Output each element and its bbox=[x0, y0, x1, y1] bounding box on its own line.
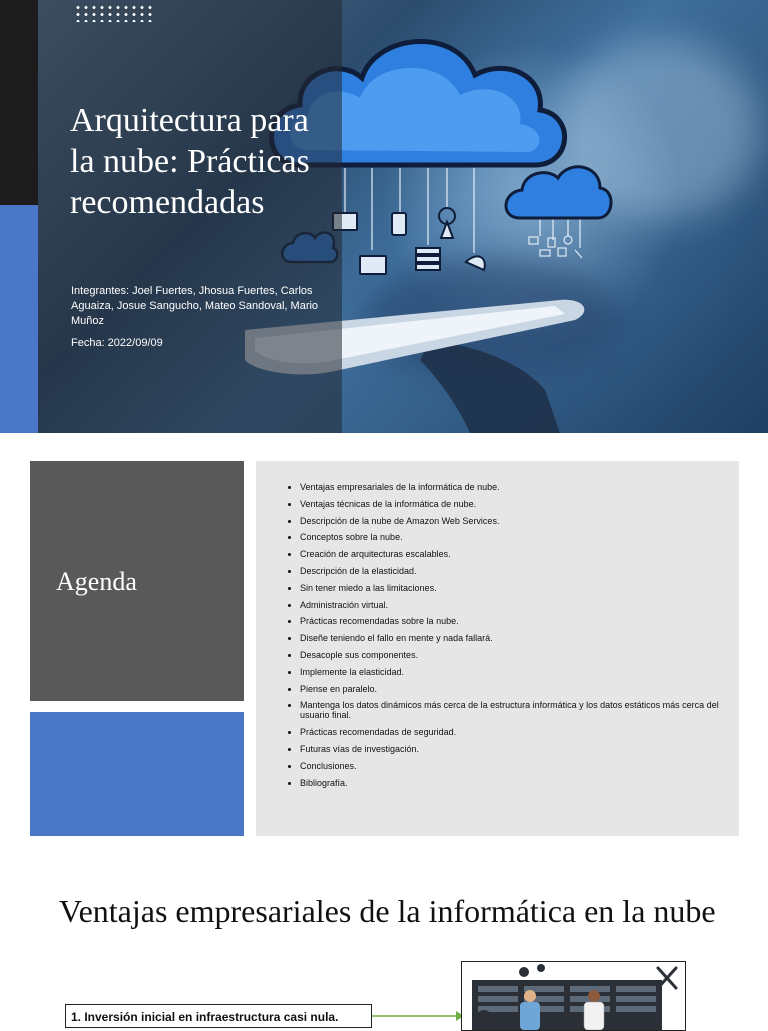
datacenter-illustration bbox=[461, 961, 686, 1031]
phone-icon bbox=[392, 213, 406, 235]
agenda-item: • Prácticas recomendadas de seguridad. bbox=[300, 727, 719, 737]
antenna-icon bbox=[439, 208, 455, 238]
agenda-list bbox=[256, 461, 739, 788]
agenda-item: • Sin tener miedo a las limitaciones. bbox=[300, 583, 719, 593]
arrow-connector bbox=[372, 1009, 464, 1023]
agenda-accent-block bbox=[30, 712, 244, 836]
agenda-slide bbox=[0, 433, 768, 863]
server-icon bbox=[416, 248, 440, 270]
agenda-item: • Prácticas recomendadas sobre la nube. bbox=[300, 616, 719, 626]
date-text: Fecha: 2022/09/09 bbox=[71, 337, 163, 349]
agenda-item: • Administración virtual. bbox=[300, 600, 719, 610]
agenda-item: • Bibliografía. bbox=[300, 778, 719, 788]
dot-pattern bbox=[74, 4, 152, 22]
advantages-slide bbox=[0, 863, 768, 1024]
accent-bar-blue bbox=[0, 205, 38, 433]
advantage-point-text: 1. Inversión inicial en infraestructura casi nula. bbox=[71, 1010, 339, 1024]
agenda-item: • Creación de arquitecturas escalables. bbox=[300, 549, 719, 559]
agenda-item: • Descripción de la elasticidad. bbox=[300, 566, 719, 576]
cloud-icon bbox=[506, 167, 611, 218]
advantages-title: Ventajas empresariales de la informática en la nube bbox=[59, 893, 716, 929]
agenda-item: • Diseñe teniendo el fallo en mente y nada fallará. bbox=[300, 633, 719, 643]
wrench-icon bbox=[658, 968, 676, 988]
agenda-item: • Descripción de la nube de Amazon Web Services. bbox=[300, 516, 719, 526]
server-rack-icon bbox=[472, 980, 662, 1030]
accent-bar-black bbox=[0, 0, 38, 205]
satellite-dish-icon bbox=[466, 256, 485, 270]
agenda-heading: Agenda bbox=[56, 567, 137, 596]
laptop-icon bbox=[360, 256, 386, 274]
gear-icon bbox=[519, 964, 545, 977]
agenda-item: • Conclusiones. bbox=[300, 761, 719, 771]
agenda-item: • Implemente la elasticidad. bbox=[300, 667, 719, 677]
agenda-item: • Mantenga los datos dinámicos más cerca de la estructura informática y los datos estáticos más cerca del usuario final. bbox=[300, 700, 719, 720]
members-text: Integrantes: Joel Fuertes, Jhosua Fuertes, Carlos Aguaiza, Josue Sangucho, Mateo Sandoval, Mario Muñoz bbox=[71, 285, 319, 327]
advantage-point-box bbox=[65, 1004, 372, 1028]
agenda-item: • Desacople sus componentes. bbox=[300, 650, 719, 660]
agenda-list-panel bbox=[256, 461, 739, 836]
agenda-item: • Conceptos sobre la nube. bbox=[300, 532, 719, 542]
slide-title: Arquitectura para la nube: Prácticas recomendadas bbox=[70, 102, 310, 221]
agenda-item: • Ventajas técnicas de la informática de nube. bbox=[300, 499, 719, 509]
agenda-item: • Futuras vías de investigación. bbox=[300, 744, 719, 754]
agenda-item: • Piense en paralelo. bbox=[300, 684, 719, 694]
title-slide bbox=[0, 0, 768, 433]
agenda-item: • Ventajas empresariales de la informática de nube. bbox=[300, 482, 719, 492]
